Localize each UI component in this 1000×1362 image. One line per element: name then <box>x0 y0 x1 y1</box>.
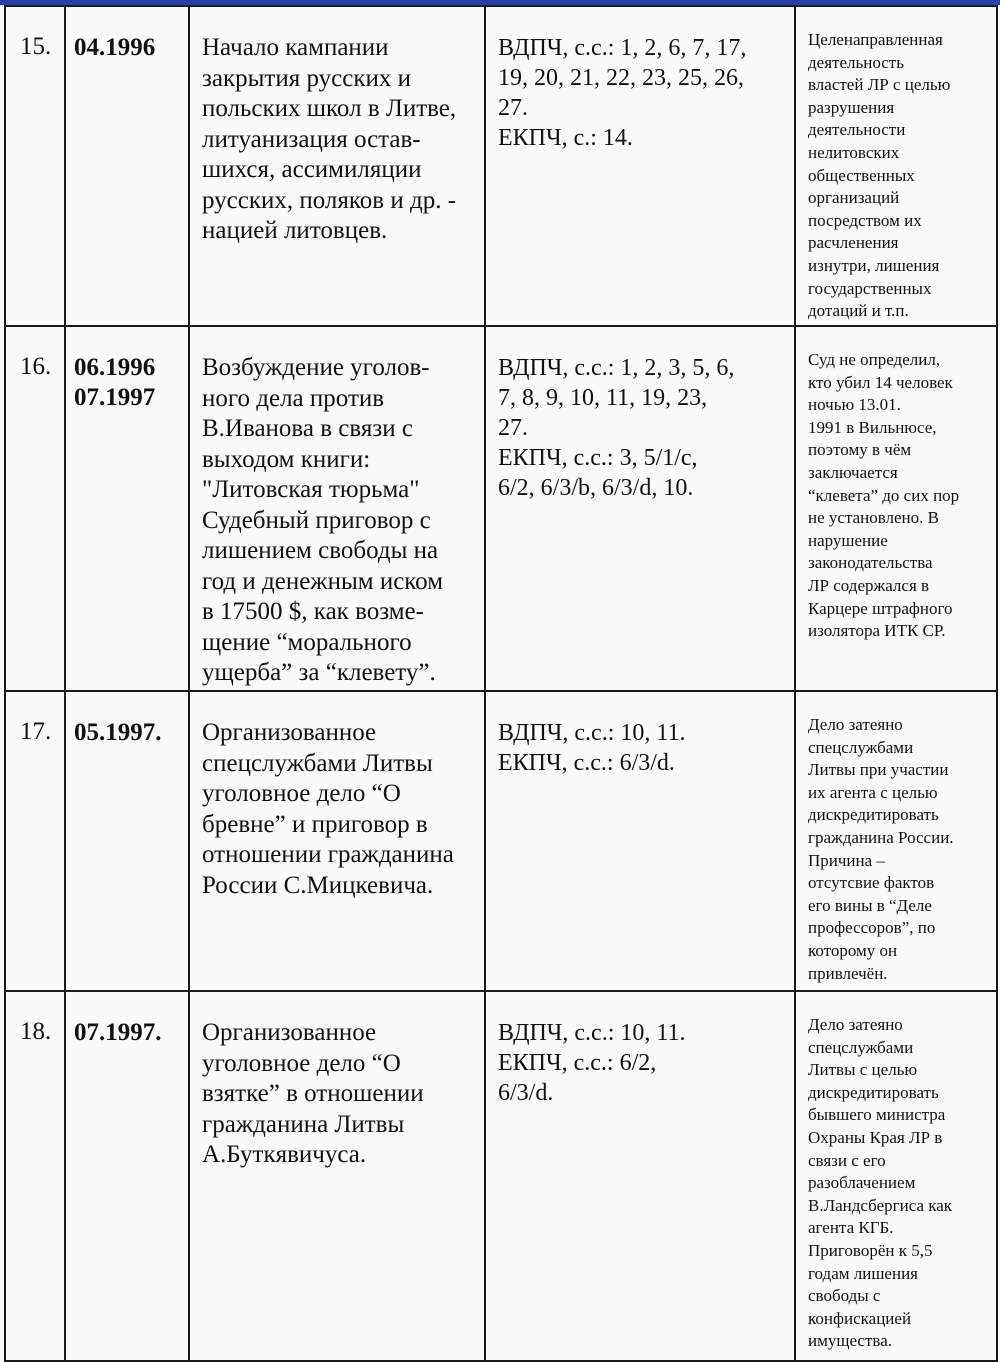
row-event <box>189 991 485 1361</box>
row-references-line: 6/3/d. <box>498 1080 554 1106</box>
row-event <box>189 691 485 991</box>
row-event-line: литуанизация остав- <box>202 125 421 153</box>
row-date-line: 05.1997. <box>74 719 162 746</box>
row-note-line: властей ЛР с целью <box>808 75 951 95</box>
row-note-line: дотаций и т.п. <box>808 301 909 321</box>
row-note-line: общественных <box>808 165 915 185</box>
row-event-line: отношении гражданина <box>202 841 454 868</box>
row-event-line: Организованное <box>202 1019 377 1046</box>
table-row <box>5 991 997 1361</box>
row-note-line: нарушение <box>808 530 888 550</box>
row-note-line: законодательства <box>808 553 933 573</box>
row-note-line: организаций <box>808 188 900 208</box>
row-note-line: разоблачением <box>808 1173 916 1193</box>
row-note-line: имущества. <box>808 1331 892 1351</box>
row-date-line: 04.1996 <box>74 34 156 61</box>
row-note-line: дискредитировать <box>808 1082 939 1102</box>
row-note-line: Карцере штрафного <box>808 598 953 618</box>
row-date-line: 06.1996 <box>74 354 156 381</box>
row-note-line: не установлено. В <box>808 508 939 528</box>
row-note-line: В.Ландсбергиса как <box>808 1195 953 1215</box>
row-references <box>485 691 795 991</box>
row-references-line: ЕКПЧ, с.с.: 6/3/d. <box>498 750 675 776</box>
row-event-line: уголовное дело “О <box>202 780 401 807</box>
row-date <box>65 991 189 1361</box>
row-note-line: спецслужбами <box>808 737 914 757</box>
row-references-line: 6/2, 6/3/b, 6/3/d, 10. <box>498 475 694 501</box>
row-event-line: ущерба” за “клевету”. <box>202 659 436 686</box>
row-note-line: изнутри, лишения <box>808 255 940 275</box>
table-row <box>5 326 997 691</box>
row-event-line: Судебный приговор с <box>202 506 431 534</box>
row-references-line: ВДПЧ, с.с.: 1, 2, 3, 5, 6, <box>498 355 735 381</box>
row-event-line: выходом книги: <box>202 445 371 473</box>
row-note-line: его вины в “Деле <box>808 895 932 915</box>
row-note-line: спецслужбами <box>808 1037 914 1057</box>
row-note-line: разрушения <box>808 97 895 117</box>
row-references-line: ЕКПЧ, с.с.: 3, 5/1/с, <box>498 445 698 471</box>
row-note-line: расчленения <box>808 233 899 253</box>
row-note <box>795 6 997 326</box>
row-event <box>189 326 485 691</box>
row-references-line: ЕКПЧ, с.: 14. <box>498 125 633 151</box>
row-date-line: 07.1997 <box>74 384 156 411</box>
row-note-line: профессоров”, по <box>808 918 936 938</box>
row-event-line: бревне” и приговор в <box>202 810 428 838</box>
row-note-line: Целенаправленная <box>808 30 943 49</box>
row-date <box>65 326 189 691</box>
row-date <box>65 6 189 326</box>
row-event-line: А.Буткявичуса. <box>202 1141 367 1168</box>
row-event-line: России С.Мицкевича. <box>202 871 434 899</box>
row-note-line: Причина – <box>808 850 885 870</box>
row-note-line: связи с его <box>808 1150 886 1170</box>
row-event-line: закрытия русских и <box>202 64 411 92</box>
row-event-line: щение “морального <box>202 628 412 656</box>
row-note-line: посредством их <box>808 210 922 230</box>
row-references <box>485 326 795 691</box>
row-event-line: спецслужбами Литвы <box>202 749 433 777</box>
table-row <box>5 6 997 326</box>
row-note-line: свободы с <box>808 1286 881 1306</box>
row-note-line: заключается <box>808 462 898 482</box>
row-references-line: 27. <box>498 95 528 121</box>
row-number: 17. <box>5 691 65 991</box>
row-note-line: государственных <box>808 278 932 298</box>
row-event-line: Организованное <box>202 719 377 746</box>
row-note <box>795 691 997 991</box>
row-event-line: в 17500 $, как возме- <box>202 598 424 625</box>
row-references <box>485 6 795 326</box>
row-note <box>795 326 997 691</box>
row-event-line: Возбуждение уголов- <box>202 354 430 381</box>
table-row <box>5 691 997 991</box>
row-references-line: ЕКПЧ, с.с.: 6/2, <box>498 1050 657 1076</box>
row-note-line: Приговорён к 5,5 <box>808 1240 933 1260</box>
row-note-line: Суд не определил, <box>808 350 941 369</box>
row-note-line: конфискацией <box>808 1308 912 1328</box>
row-date-line: 07.1997. <box>74 1019 162 1046</box>
row-note <box>795 991 997 1361</box>
row-note-line: Дело затеяно <box>808 715 903 734</box>
row-references-line: 27. <box>498 415 528 441</box>
row-references <box>485 991 795 1361</box>
row-note-line: поэтому в чём <box>808 440 912 460</box>
row-event-line: русских, поляков и др. - <box>202 186 457 214</box>
row-event-line: польских школ в Литве, <box>202 95 457 122</box>
row-event-line: гражданина Литвы <box>202 1110 405 1138</box>
row-note-line: Литвы с целью <box>808 1060 918 1080</box>
row-references-line: ВДПЧ, с.с.: 1, 2, 6, 7, 17, <box>498 35 747 61</box>
row-note-line: “клевета” до сих пор <box>808 485 960 505</box>
row-note-line: 1991 в Вильнюсе, <box>808 417 937 437</box>
row-note-line: Охраны Края ЛР в <box>808 1127 943 1147</box>
row-note-line: агента КГБ. <box>808 1218 894 1238</box>
row-references-line: 7, 8, 9, 10, 11, 19, 23, <box>498 385 708 411</box>
row-number: 16. <box>5 326 65 691</box>
row-references-line: 19, 20, 21, 22, 23, 25, 26, <box>498 65 744 91</box>
row-references-line: ВДПЧ, с.с.: 10, 11. <box>498 720 686 746</box>
events-table <box>4 5 998 1362</box>
row-note-line: бывшего министра <box>808 1105 946 1125</box>
row-note-line: отсутсвие фактов <box>808 873 935 893</box>
row-event-line: уголовное дело “О <box>202 1049 401 1077</box>
row-event-line: взятке” в отношении <box>202 1080 424 1107</box>
row-note-line: ночью 13.01. <box>808 395 901 415</box>
row-note-line: годам лишения <box>808 1263 918 1283</box>
row-number: 18. <box>5 991 65 1361</box>
row-event-line: шихся, ассимиляции <box>202 156 422 183</box>
row-event-line: лишением свободы на <box>202 537 439 564</box>
row-event-line: ного дела против <box>202 384 385 412</box>
row-event-line: год и денежным иском <box>202 567 444 595</box>
row-note-line: деятельности <box>808 120 906 140</box>
row-event-line: В.Иванова в связи с <box>202 415 413 442</box>
row-note-line: привлечён. <box>808 963 888 983</box>
row-event-line: Начало кампании <box>202 34 389 61</box>
row-note-line: изолятора ИТК СР. <box>808 621 946 641</box>
row-event-line: нацией литовцев. <box>202 217 388 244</box>
row-references-line: ВДПЧ, с.с.: 10, 11. <box>498 1020 686 1046</box>
row-note-line: гражданина России. <box>808 827 954 847</box>
row-note-line: их агента с целью <box>808 782 938 802</box>
row-note-line: дискредитировать <box>808 805 939 825</box>
row-event <box>189 6 485 326</box>
row-note-line: ЛР содержался в <box>808 575 930 595</box>
row-note-line: кто убил 14 человек <box>808 372 953 392</box>
row-note-line: которому он <box>808 940 898 960</box>
row-date <box>65 691 189 991</box>
row-note-line: нелитовских <box>808 142 900 162</box>
row-note-line: Литвы при участии <box>808 760 949 780</box>
row-note-line: деятельность <box>808 52 904 72</box>
row-event-line: "Литовская тюрьма" <box>202 476 420 503</box>
row-note-line: Дело затеяно <box>808 1015 903 1034</box>
row-number: 15. <box>5 6 65 326</box>
